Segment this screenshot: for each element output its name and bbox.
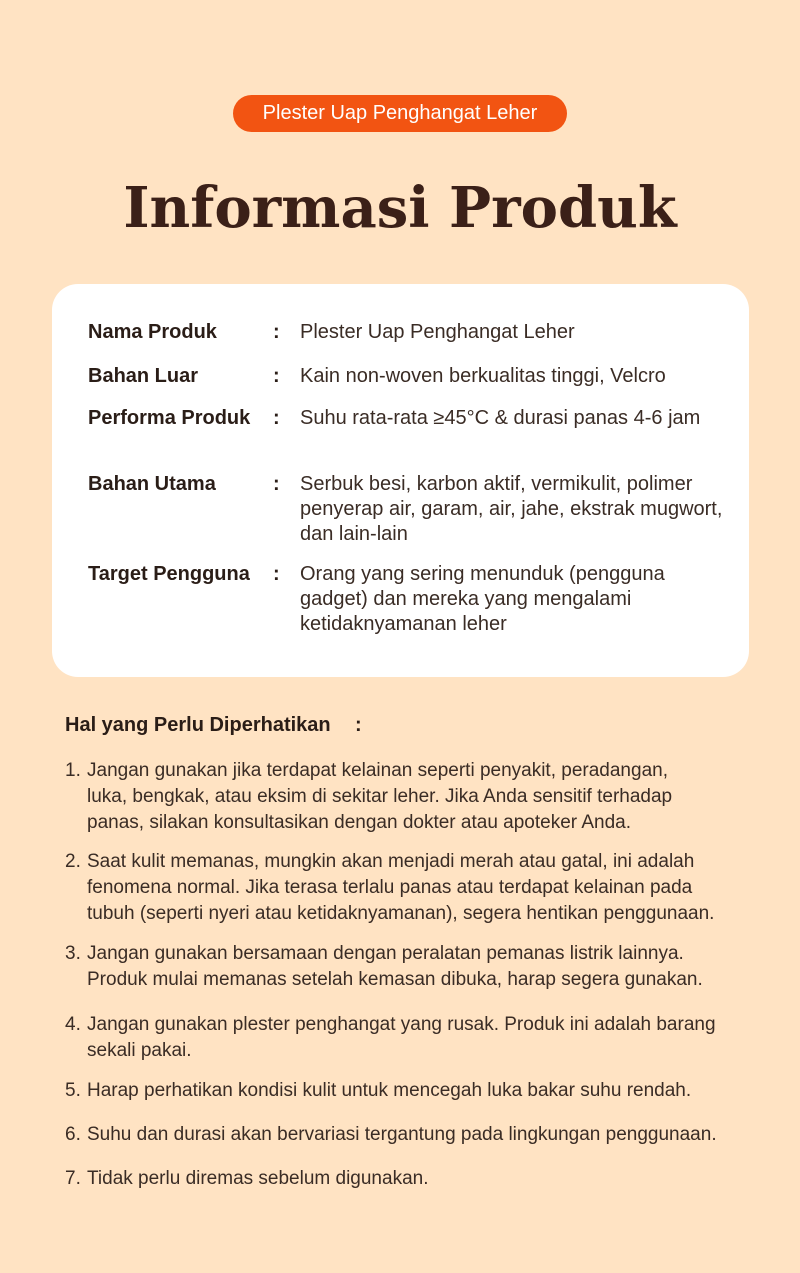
note-line: Jangan gunakan plester penghangat yang rusak. Produk ini adalah barang [87, 1014, 716, 1035]
info-colon: : [273, 473, 280, 495]
note-number: 5. [65, 1080, 81, 1101]
info-colon: : [273, 365, 280, 387]
info-value [300, 406, 730, 431]
info-value-line: penyerap air, garam, air, jahe, ekstrak mugwort, [300, 498, 723, 520]
info-value-line: Serbuk besi, karbon aktif, vermikulit, polimer [300, 473, 693, 495]
info-value-line: ketidaknyamanan leher [300, 613, 507, 635]
note-line: fenomena normal. Jika terasa terlalu panas atau terdapat kelainan pada [87, 877, 693, 898]
note-number: 4. [65, 1014, 81, 1035]
note-number: 1. [65, 760, 81, 781]
note-text [87, 1012, 767, 1064]
note-number: 7. [65, 1168, 81, 1189]
note-text [87, 1078, 767, 1104]
note-text [87, 1166, 767, 1192]
info-value-line: gadget) dan mereka yang mengalami [300, 588, 632, 610]
note-line: sekali pakai. [87, 1040, 192, 1061]
note-text [87, 1122, 767, 1148]
info-value-line: Suhu rata-rata ≥45°C & durasi panas 4-6 jam [300, 407, 701, 429]
notes-colon: : [355, 714, 362, 736]
note-line: Saat kulit memanas, mungkin akan menjadi merah atau gatal, ini adalah [87, 851, 695, 872]
info-value [300, 364, 730, 389]
note-line: Suhu dan durasi akan bervariasi tergantung pada lingkungan penggunaan. [87, 1124, 717, 1145]
notes-heading: Hal yang Perlu Diperhatikan [65, 714, 331, 736]
note-line: Harap perhatikan kondisi kulit untuk mencegah luka bakar suhu rendah. [87, 1080, 692, 1101]
info-value [300, 562, 730, 637]
note-text [87, 849, 767, 927]
info-label: Bahan Luar [88, 365, 199, 387]
note-number: 3. [65, 943, 81, 964]
product-info-card [52, 284, 749, 677]
info-colon: : [273, 321, 280, 343]
info-value [300, 320, 730, 345]
note-line: tubuh (seperti nyeri atau ketidaknyamanan), segera hentikan penggunaan. [87, 903, 715, 924]
info-colon: : [273, 407, 280, 429]
info-value-line: dan lain-lain [300, 523, 408, 545]
info-value-line: Plester Uap Penghangat Leher [300, 321, 575, 343]
note-line: panas, silakan konsultasikan dengan dokter atau apoteker Anda. [87, 812, 631, 833]
page-title: Informasi Produk [123, 175, 677, 241]
note-number: 2. [65, 851, 81, 872]
info-label: Bahan Utama [88, 473, 216, 495]
info-value [300, 472, 730, 547]
info-value-line: Orang yang sering menunduk (pengguna [300, 563, 665, 585]
note-text [87, 941, 767, 993]
note-text [87, 758, 767, 836]
info-value-line: Kain non-woven berkualitas tinggi, Velcro [300, 365, 666, 387]
note-line: Tidak perlu diremas sebelum digunakan. [87, 1168, 429, 1189]
note-line: Produk mulai memanas setelah kemasan dibuka, harap segera gunakan. [87, 969, 703, 990]
info-label: Performa Produk [88, 407, 251, 429]
info-colon: : [273, 563, 280, 585]
note-number: 6. [65, 1124, 81, 1145]
note-line: luka, bengkak, atau eksim di sekitar leher. Jika Anda sensitif terhadap [87, 786, 673, 807]
product-name-badge: Plester Uap Penghangat Leher [233, 95, 567, 132]
note-line: Jangan gunakan jika terdapat kelainan seperti penyakit, peradangan, [87, 760, 668, 781]
note-line: Jangan gunakan bersamaan dengan peralatan pemanas listrik lainnya. [87, 943, 684, 964]
info-label: Target Pengguna [88, 563, 250, 585]
info-label: Nama Produk [88, 321, 217, 343]
